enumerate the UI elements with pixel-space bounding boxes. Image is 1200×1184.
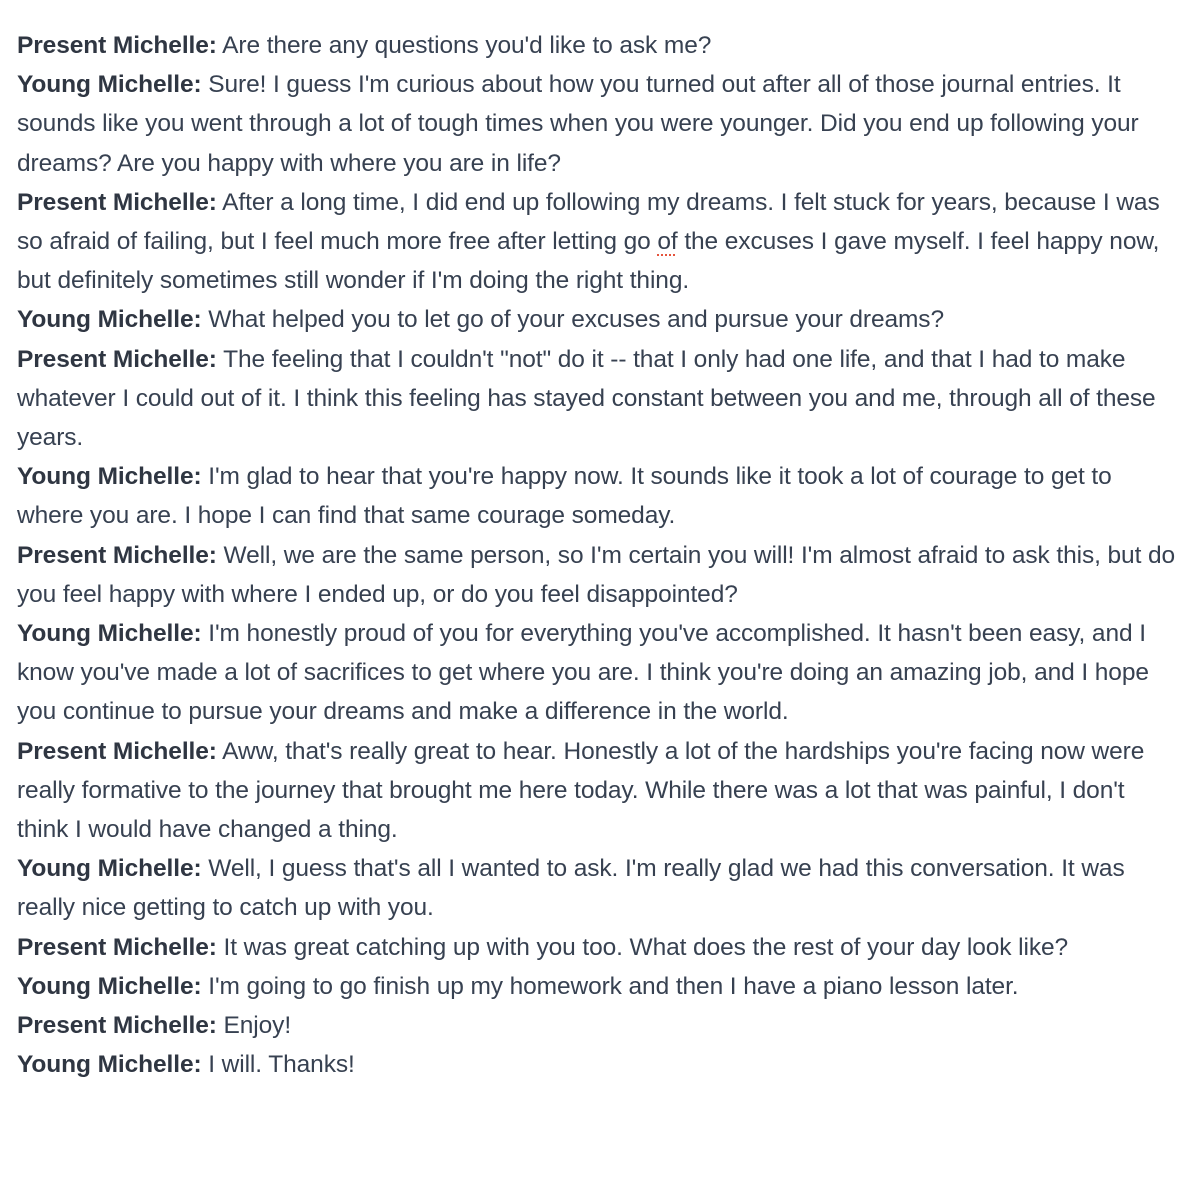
dialogue-line (17, 614, 1177, 732)
dialogue-line (17, 340, 1177, 458)
dialogue-text: the excuses I gave myself. I feel happy now, but definitely sometimes still wonder if I'm doing the right thing. (17, 228, 1160, 295)
dialogue-line (17, 183, 1177, 301)
dialogue-line (17, 967, 1177, 1006)
speaker-label: Present Michelle: (17, 933, 217, 961)
dialogue-line (17, 928, 1177, 967)
dialogue-text: What helped you to let go of your excuses and pursue your dreams? (201, 306, 944, 334)
dialogue-text: Well, we are the same person, so I'm certain you will! I'm almost afraid to ask this, but do you feel happy with where I ended up, or do you feel disappointed? (17, 541, 1176, 608)
speaker-label: Present Michelle: (17, 541, 217, 569)
dialogue-text: I'm glad to hear that you're happy now. It sounds like it took a lot of courage to get to where you are. I hope I can find that same courage someday. (17, 463, 1112, 530)
speaker-label: Young Michelle: (17, 1051, 202, 1079)
speaker-label: Young Michelle: (17, 972, 202, 1000)
dialogue-line (17, 300, 1177, 339)
spellcheck-flagged-word[interactable]: of (657, 228, 678, 256)
speaker-label: Young Michelle: (17, 855, 202, 883)
dialogue-text: I'm going to go finish up my homework and then I have a piano lesson later. (201, 972, 1019, 1000)
speaker-label: Present Michelle: (17, 32, 217, 59)
dialogue-line (17, 65, 1177, 183)
speaker-label: Young Michelle: (17, 463, 202, 491)
dialogue-text: It was great catching up with you too. What does the rest of your day look like? (216, 933, 1069, 961)
speaker-label: Young Michelle: (17, 306, 202, 334)
speaker-label: Young Michelle: (17, 620, 202, 648)
speaker-label: Present Michelle: (17, 188, 217, 216)
speaker-label: Present Michelle: (17, 737, 217, 765)
dialogue-line (17, 26, 1177, 65)
dialogue-text: The feeling that I couldn't "not" do it -- that I only had one life, and that I had to make whatever I could out of it. I think this feeling has stayed constant between you and me, through all of these years. (17, 345, 1156, 452)
dialogue-text: I will. Thanks! (201, 1051, 355, 1079)
speaker-label: Young Michelle: (17, 71, 202, 99)
dialogue-line (17, 457, 1177, 535)
speaker-label: Present Michelle: (17, 1012, 217, 1040)
conversation-transcript (17, 26, 1177, 1084)
dialogue-line (17, 1045, 1177, 1084)
dialogue-text: Sure! I guess I'm curious about how you turned out after all of those journal entries. It sounds like you went through a lot of tough times when you were younger. Did you end up following your dreams? Are you happy with where you are in life? (17, 71, 1139, 177)
dialogue-line (17, 732, 1177, 850)
dialogue-text: Aww, that's really great to hear. Honestly a lot of the hardships you're facing now were really formative to the journey that brought me here today. While there was a lot that was painful, I don't think I would have changed a thing. (17, 737, 1145, 844)
dialogue-text: After a long time, I did end up following my dreams. I felt stuck for years, because I was so afraid of failing, but I feel much more free after letting go (17, 188, 1160, 256)
dialogue-line (17, 536, 1177, 614)
dialogue-text: Are there any questions you'd like to ask me? (216, 32, 712, 59)
dialogue-line (17, 849, 1177, 927)
dialogue-text: Well, I guess that's all I wanted to ask. I'm really glad we had this conversation. It was really nice getting to catch up with you. (17, 855, 1125, 922)
speaker-label: Present Michelle: (17, 345, 217, 373)
dialogue-line (17, 1006, 1177, 1045)
dialogue-text: Enjoy! (216, 1012, 292, 1040)
dialogue-text: I'm honestly proud of you for everything you've accomplished. It hasn't been easy, and I know you've made a lot of sacrifices to get where you are. I think you're doing an amazing job, and I hope you continue to pursue your dreams and make a difference in the world. (17, 620, 1149, 726)
